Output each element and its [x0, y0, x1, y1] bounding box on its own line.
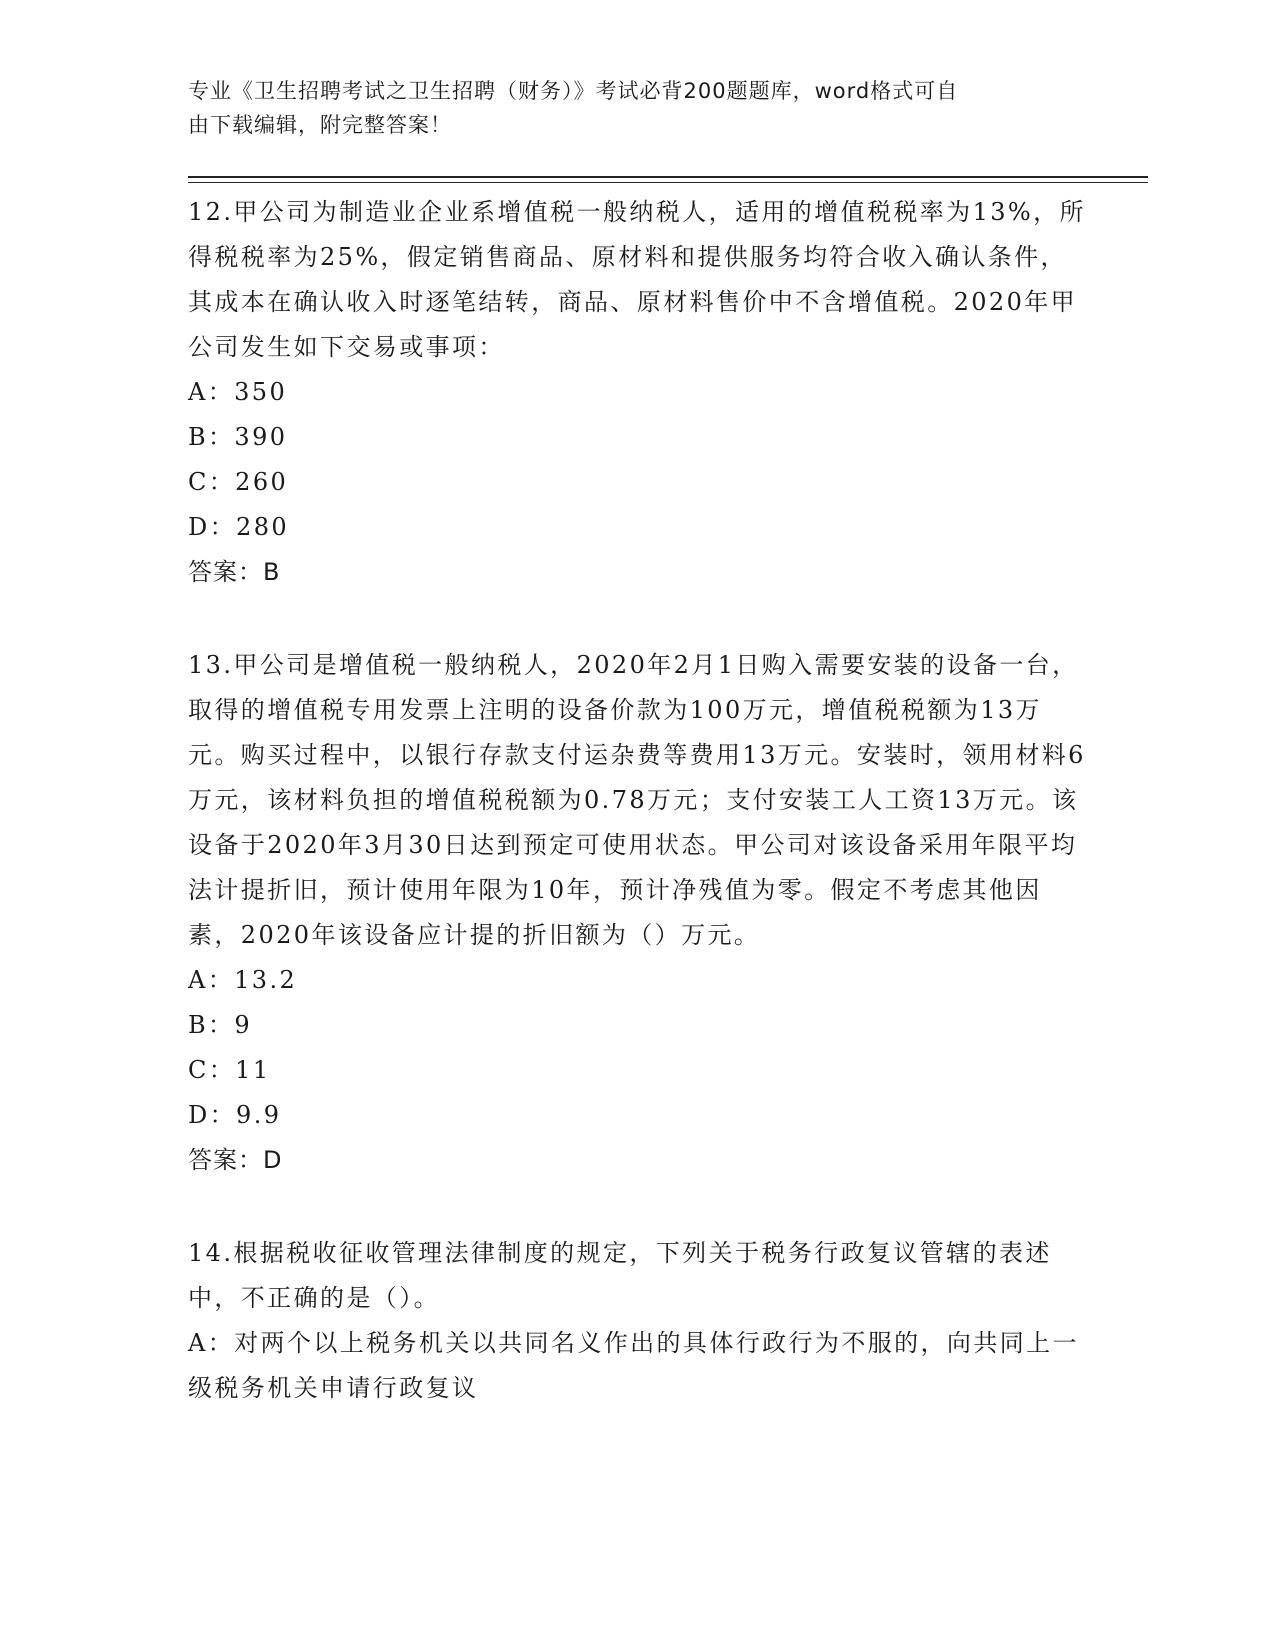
option-d: D：280 — [188, 513, 290, 541]
question-list — [188, 190, 1088, 1459]
option-a: A：对两个以上税务机关以共同名义作出的具体行政行为不服的，向共同上一级税务机关申请行政复议 — [188, 1329, 1079, 1402]
option-a: A：350 — [188, 378, 288, 406]
answer-line: 答案：D — [188, 1146, 283, 1174]
header-divider-thin — [188, 182, 1148, 183]
answer-line: 答案：B — [188, 558, 281, 586]
question-stem: 12.甲公司为制造业企业系增值税一般纳税人，适用的增值税税率为13%，所得税税率为25%，假定销售商品、原材料和提供服务均符合收入确认条件，其成本在确认收入时逐笔结转，商品、原材料售价中不含增值税。2020年甲公司发生如下交易或事项： — [188, 198, 1086, 361]
option-d: D：9.9 — [188, 1101, 282, 1129]
header-divider-thick — [188, 176, 1148, 178]
header-title-line-1: 专业《卫生招聘考试之卫生招聘（财务）》考试必背200题题库，word格式可自 — [188, 79, 959, 103]
option-b: B：390 — [188, 423, 288, 451]
question-stem: 13.甲公司是增值税一般纳税人，2020年2月1日购入需要安装的设备一台，取得的增值税专用发票上注明的设备价款为100万元，增值税税额为13万元。购买过程中，以银行存款支付运杂费等费用13万元。安装时，领用材料6万元，该材料负担的增值税税额为0.78万元；支付安装工人工资13万元。该设备于2020年3月30日达到预定可使用状态。甲公司对该设备采用年限平均法计提折旧，预计使用年限为10年，预计净残值为零。假定不考虑其他因素，2020年该设备应计提的折旧额为（）万元。 — [188, 651, 1086, 949]
option-c: C：260 — [188, 468, 289, 496]
option-c: C：11 — [188, 1056, 271, 1084]
question-14 — [188, 1231, 1088, 1411]
option-a: A：13.2 — [188, 966, 298, 994]
question-stem: 14.根据税收征收管理法律制度的规定，下列关于税务行政复议管辖的表述中，不正确的是（）。 — [188, 1239, 1052, 1312]
question-12 — [188, 190, 1088, 595]
question-13 — [188, 643, 1088, 1183]
header-title-line-2: 由下载编辑，附完整答案！ — [188, 113, 452, 137]
option-b: B：9 — [188, 1011, 253, 1039]
document-header — [188, 74, 1068, 142]
